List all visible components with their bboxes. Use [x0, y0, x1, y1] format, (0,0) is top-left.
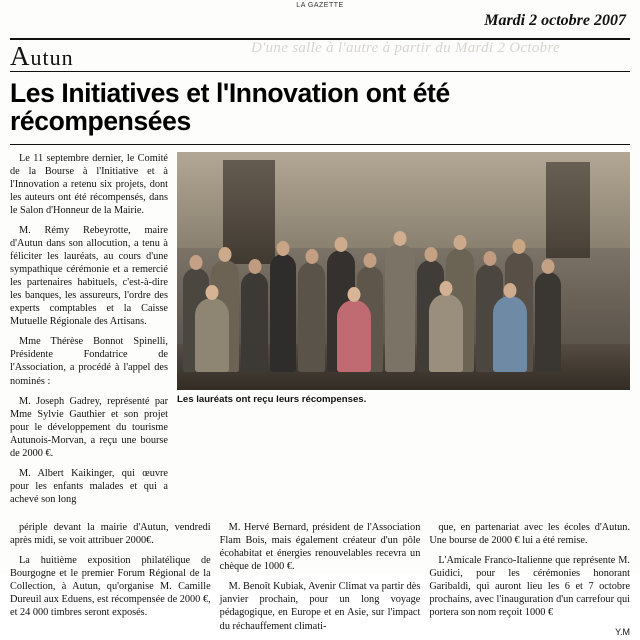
article-lower-columns — [10, 521, 630, 640]
paragraph: M. Benoît Kubiak, Avenir Climat va partir dès janvier prochain, pour un long voyage pédagogique, en Europe et en Asie, sur l'impact du réchauffement climati- — [219, 581, 421, 632]
paragraph: La huitième exposition philatélique de Bourgogne et le premier Forum Régional de la Collection, à Autun, qu'organise M. Camille Dureuil aux Eduens, est récompensée de 2000 €, et 24 000 timbres seront exposés. — [10, 555, 211, 619]
paragraph: L'Amicale Franco-Italienne que représente M. Guidici, pour les cérémonies honorant Garibaldi, qui auront lieu les 6 et 7 octobre prochains, avec l'inauguration d'un carrefour qui portera son nom reçoit 1000 € — [429, 555, 631, 619]
issue-date: Mardi 2 octobre 2007 — [484, 12, 626, 29]
person-head — [219, 247, 232, 262]
person — [385, 244, 415, 372]
column-3 — [429, 521, 630, 640]
person-head — [504, 283, 517, 298]
section-name — [10, 42, 74, 70]
reverse-side-ghost-text: D'une salle à l'autre à partir du Mardi 2 Octobre — [250, 40, 560, 56]
column-2 — [220, 521, 421, 640]
person — [535, 272, 561, 372]
person-head — [454, 235, 467, 250]
photo-caption: Les lauréats ont reçu leurs récompenses. — [177, 393, 367, 405]
paragraph: M. Joseph Gadrey, représenté par Mme Sylvie Gauthier et son projet pour le développement du tourisme Autunois-Morvan, a reçu une bourse de 2000 €. — [10, 395, 168, 459]
person-head — [206, 285, 219, 300]
person — [241, 272, 268, 372]
person — [337, 300, 371, 372]
person-head — [394, 231, 407, 246]
paragraph: M. Rémy Rebeyrotte, maire d'Autun dans son allocution, a tenu à féliciter les lauréats, au cours d'une sympathique cérémonie et a remercié les partenaires habituels, c'est-à-dire les banques, les assureurs, l'ordre des experts comptables et la Caisse Mutuelle Régionale des Artisans. — [10, 224, 168, 328]
photo-block — [177, 152, 630, 514]
person-head — [348, 287, 361, 302]
group-photo — [177, 152, 630, 390]
person-head — [190, 255, 203, 270]
paragraph: périple devant la mairie d'Autun, vendredi après midi, se voit attribuer 2000€. — [10, 522, 211, 547]
article-signature: Y.M — [615, 626, 631, 637]
person-head — [440, 281, 453, 296]
paragraph: M. Hervé Bernard, président de l'Association Flam Bois, mais également créateur d'un pôle écohabitat et énergies renouvelables recevra un chèque de 1000 €. — [219, 522, 421, 573]
person — [270, 254, 296, 372]
paragraph: Mme Thérèse Bonnot Spinelli, Présidente Fondatrice de l'Association, a procédé à l'appel des nominés : — [10, 336, 168, 387]
person-head — [277, 241, 290, 256]
person — [298, 262, 325, 372]
section-name-rest: utun — [30, 45, 74, 70]
person-head — [513, 239, 526, 254]
photo-people-group — [177, 212, 630, 372]
masthead — [10, 0, 630, 38]
person-head — [364, 253, 377, 268]
person-head — [248, 259, 261, 274]
paragraph: M. Albert Kaikinger, qui œuvre pour les enfants malades et qui a achevé son long — [10, 467, 168, 505]
person-head — [542, 259, 555, 274]
person-head — [483, 251, 496, 266]
person-head — [335, 237, 348, 252]
paragraph: Le 11 septembre dernier, le Comité de la Bourse à l'Initiative et à l'Innovation a retenu six projets, dont les auteurs ont été récompensés, dans le Salon d'Honneur de la Mairie. — [10, 152, 168, 216]
headline-rule — [10, 144, 630, 145]
paper-name: LA GAZETTE — [296, 2, 344, 9]
column-1 — [10, 521, 211, 640]
person — [493, 296, 527, 372]
person-head — [305, 249, 318, 264]
section-header — [10, 40, 630, 72]
paragraph: que, en partenariat avec les écoles d'Autun. Une bourse de 2000 € lui a été remise. — [429, 522, 631, 547]
person-head — [424, 247, 437, 262]
article-upper — [10, 152, 630, 514]
section-initial: A — [10, 41, 31, 71]
intro-column — [10, 152, 168, 514]
person — [195, 298, 229, 372]
person — [429, 294, 463, 372]
headline: Les Initiatives et l'Innovation ont été récompensées — [10, 78, 450, 137]
